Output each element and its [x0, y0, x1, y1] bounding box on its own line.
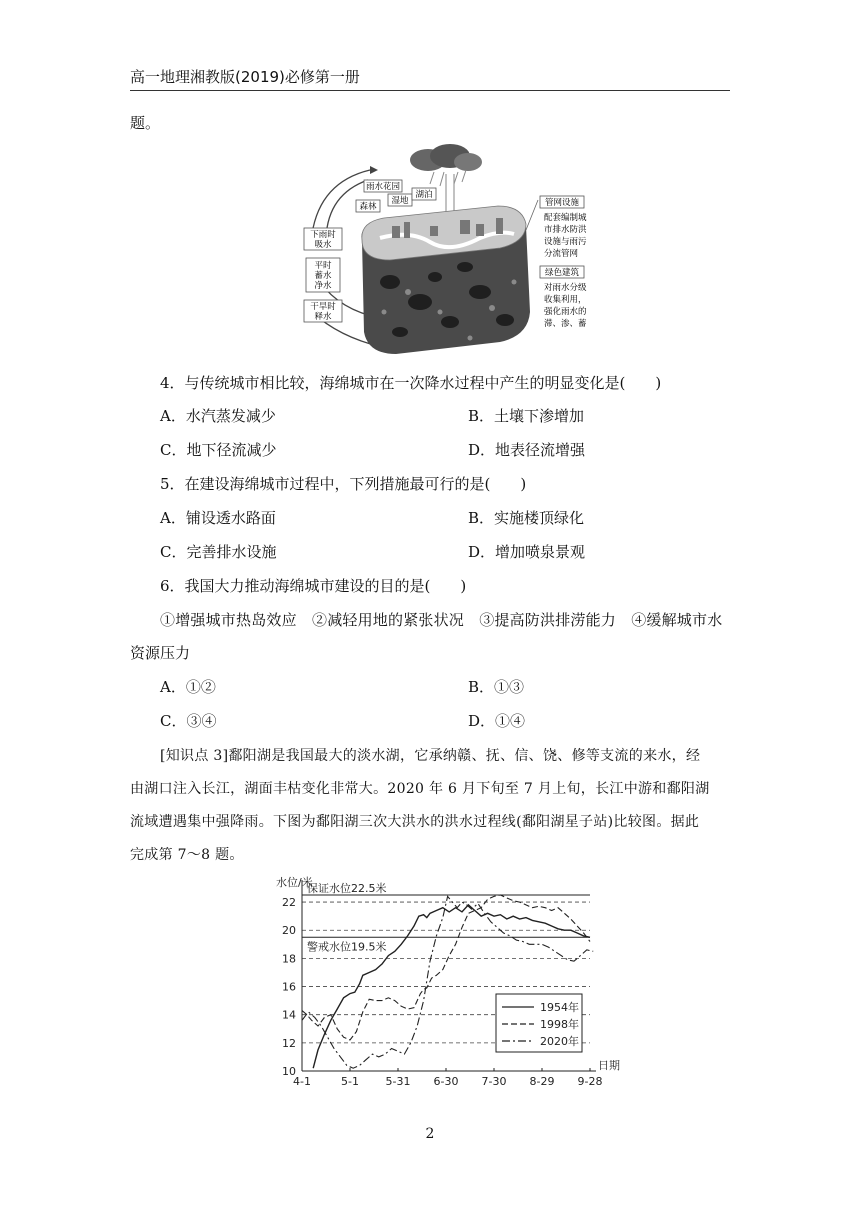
x-axis-title: 日期 [598, 1059, 620, 1072]
x-tick-label: 8-29 [529, 1075, 555, 1088]
question-6-option-a: A．①② [160, 678, 216, 696]
green-desc-2: 收集利用， [544, 295, 587, 305]
pipe-desc-3: 设施与雨污 [544, 237, 587, 247]
y-axis-title: 水位/米 [276, 876, 313, 889]
knowledge-3-line-3: 流域遭遇集中强降雨。下图为鄱阳湖三次大洪水的洪水过程线(鄱阳湖星子站)比较图。据此 [130, 814, 700, 830]
y-tick-label: 16 [282, 980, 296, 994]
question-5-option-a: A．铺设透水路面 [160, 509, 276, 527]
y-tick-label: 20 [282, 924, 296, 938]
question-6-items-cont: 资源压力 [130, 644, 191, 662]
y-tick-label: 14 [282, 1008, 296, 1022]
question-6-stem: 6．我国大力推动海绵城市建设的目的是( ) [160, 577, 467, 595]
label-purify: 净水 [314, 281, 332, 291]
label-lake: 湖泊 [415, 190, 433, 200]
legend-label: 2020年 [540, 1035, 579, 1048]
pipe-desc-1: 配套编制城 [544, 213, 587, 223]
label-forest: 森林 [359, 202, 377, 212]
label-release: 释水 [314, 312, 332, 322]
x-tick-label: 6-30 [433, 1075, 459, 1088]
pipe-desc-4: 分流管网 [544, 249, 579, 259]
header-rule [130, 90, 730, 91]
y-tick-label: 22 [282, 896, 296, 910]
green-desc-4: 滞、渗、蓄 [544, 319, 587, 329]
label-drought: 干旱时 [310, 302, 336, 312]
x-tick-label: 5-31 [385, 1075, 411, 1088]
question-6-items: ①增强城市热岛效应 ②减轻用地的紧张状况 ③提高防洪排涝能力 ④缓解城市水 [160, 611, 723, 629]
page-number: 2 [425, 1126, 435, 1142]
x-tick-label: 9-28 [577, 1075, 603, 1088]
reference-line-label: 警戒水位19.5米 [307, 940, 387, 954]
label-rain-garden: 雨水花园 [365, 182, 401, 192]
knowledge-3-line-4: 完成第 7～8 题。 [130, 847, 244, 863]
green-desc-3: 强化雨水的 [544, 307, 587, 317]
question-5-stem: 5．在建设海绵城市过程中，下列措施最可行的是( ) [160, 475, 527, 493]
label-normal: 平时 [314, 261, 332, 271]
knowledge-3-line-1: [知识点 3]鄱阳湖是我国最大的淡水湖，它承纳赣、抚、信、饶、修等支流的来水，经 [160, 748, 701, 764]
intro-tail: 题。 [130, 114, 161, 132]
legend-label: 1954年 [540, 1001, 579, 1014]
x-tick-label: 4-1 [293, 1075, 311, 1088]
label-absorb: 吸水 [314, 240, 332, 250]
knowledge-3-line-2: 由湖口注入长江，湖面丰枯变化非常大。2020 年 6 月下旬至 7 月上旬，长江中游和鄱阳湖 [130, 781, 710, 797]
sponge-city-figure [300, 142, 610, 360]
label-raining: 下雨时 [310, 230, 336, 240]
question-4-option-b: B．土壤下渗增加 [468, 407, 585, 425]
legend-label: 1998年 [540, 1018, 579, 1031]
question-5-option-c: C．完善排水设施 [160, 543, 277, 561]
question-5-option-b: B．实施楼顶绿化 [468, 509, 585, 527]
y-tick-label: 18 [282, 952, 296, 966]
x-tick-label: 5-1 [341, 1075, 359, 1088]
y-tick-label: 12 [282, 1036, 296, 1050]
label-pipe-network: 管网设施 [544, 198, 580, 208]
x-tick-label: 7-30 [481, 1075, 507, 1088]
green-desc-1: 对雨水分级 [544, 283, 587, 293]
question-4-option-a: A．水汽蒸发减少 [160, 407, 276, 425]
question-4-stem: 4．与传统城市相比较，海绵城市在一次降水过程中产生的明显变化是( ) [160, 374, 662, 392]
label-wetland: 湿地 [391, 196, 409, 206]
reference-line-label: 保证水位22.5米 [307, 882, 387, 896]
question-6-option-c: C．③④ [160, 712, 217, 730]
question-6-option-b: B．①③ [468, 678, 525, 696]
pipe-desc-2: 市排水防洪 [544, 225, 587, 235]
label-green-building: 绿色建筑 [544, 268, 580, 278]
document-header: 高一地理湘教版(2019)必修第一册 [130, 68, 360, 86]
label-store: 蓄水 [314, 271, 332, 281]
y-tick-label: 10 [282, 1065, 296, 1078]
question-5-option-d: D．增加喷泉景观 [468, 543, 586, 561]
flood-line-chart [270, 868, 620, 1098]
question-4-option-c: C．地下径流减少 [160, 441, 277, 459]
question-6-option-d: D．①④ [468, 712, 526, 730]
question-4-option-d: D．地表径流增强 [468, 441, 586, 459]
